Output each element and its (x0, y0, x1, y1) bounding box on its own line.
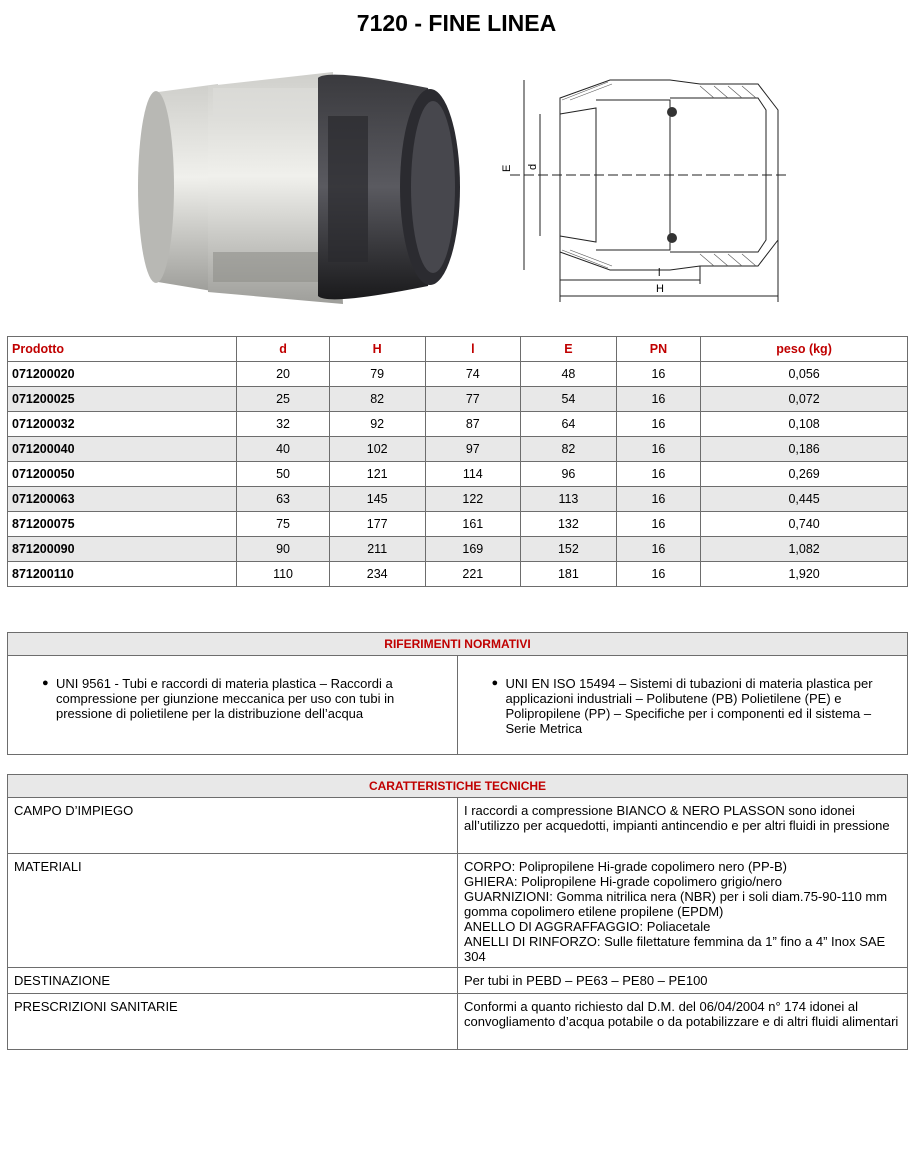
table-cell: 16 (616, 487, 700, 512)
normative-right-text: UNI EN ISO 15494 – Sistemi di tubazioni di materia plastica per applicazioni industriali – Polibutene (PB) Polietilene (PE) e Polipropilene (PP) – Specifiche per i componenti ed il sistema – Serie Metrica (505, 676, 873, 736)
product-code: 071200020 (8, 362, 237, 387)
table-cell: 79 (329, 362, 425, 387)
table-cell: 211 (329, 537, 425, 562)
product-code: 071200040 (8, 437, 237, 462)
table-cell: 77 (425, 387, 521, 412)
table-cell: 75 (237, 512, 330, 537)
destinazione-value: Per tubi in PEBD – PE63 – PE80 – PE100 (464, 973, 708, 988)
table-cell: 177 (329, 512, 425, 537)
table-cell: 96 (521, 462, 617, 487)
table-row (8, 537, 908, 562)
table-cell: 0,186 (701, 437, 908, 462)
table-cell: 25 (237, 387, 330, 412)
col-E: E (521, 337, 617, 362)
tech-row-materiali (8, 854, 907, 968)
product-table (7, 336, 908, 587)
normative-right (458, 656, 908, 754)
table-cell: 16 (616, 362, 700, 387)
table-cell: 50 (237, 462, 330, 487)
table-cell: 0,056 (701, 362, 908, 387)
table-cell: 0,108 (701, 412, 908, 437)
table-row (8, 412, 908, 437)
table-cell: 0,269 (701, 462, 908, 487)
table-cell: 132 (521, 512, 617, 537)
table-cell: 32 (237, 412, 330, 437)
table-cell: 0,072 (701, 387, 908, 412)
table-row (8, 562, 908, 587)
prescrizioni-label: PRESCRIZIONI SANITARIE (8, 994, 458, 1049)
campo-label: CAMPO D’IMPIEGO (8, 798, 458, 853)
section-drawing (500, 70, 790, 304)
table-cell: 40 (237, 437, 330, 462)
materiali-line: ANELLO DI AGGRAFFAGGIO: Poliacetale (464, 919, 711, 934)
table-cell: 1,920 (701, 562, 908, 587)
bullet-icon: ● (42, 677, 49, 689)
table-cell: 114 (425, 462, 521, 487)
table-cell: 102 (329, 437, 425, 462)
dim-H: H (656, 283, 664, 295)
col-H: H (329, 337, 425, 362)
col-PN: PN (616, 337, 700, 362)
table-cell: 20 (237, 362, 330, 387)
dim-l: l (658, 267, 661, 279)
tech-row-prescrizioni (8, 994, 907, 1049)
table-cell: 1,082 (701, 537, 908, 562)
table-row (8, 362, 908, 387)
product-code: 071200032 (8, 412, 237, 437)
table-cell: 74 (425, 362, 521, 387)
table-cell: 87 (425, 412, 521, 437)
bullet-icon: ● (491, 677, 499, 689)
table-cell: 0,740 (701, 512, 908, 537)
normative-left (8, 656, 458, 754)
table-cell: 181 (521, 562, 617, 587)
prescrizioni-value: Conformi a quanto richiesto dal D.M. del 06/04/2004 n° 174 idonei al convogliamento d’acqua potabile o da potabilizzare e di altri fluidi alimentari (464, 999, 899, 1029)
table-header-row (8, 337, 908, 362)
table-cell: 113 (521, 487, 617, 512)
table-row (8, 462, 908, 487)
table-row (8, 437, 908, 462)
table-cell: 0,445 (701, 487, 908, 512)
table-cell: 110 (237, 562, 330, 587)
table-cell: 121 (329, 462, 425, 487)
materiali-value (458, 854, 907, 967)
col-peso: peso (kg) (701, 337, 908, 362)
tech-header: CARATTERISTICHE TECNICHE (8, 775, 907, 798)
table-cell: 16 (616, 412, 700, 437)
table-cell: 145 (329, 487, 425, 512)
col-l: l (425, 337, 521, 362)
table-cell: 16 (616, 387, 700, 412)
product-code: 871200075 (8, 512, 237, 537)
tech-section (7, 774, 908, 1050)
product-photo (128, 70, 468, 306)
product-code: 871200090 (8, 537, 237, 562)
page-title: 7120 - FINE LINEA (356, 10, 557, 36)
product-code: 071200050 (8, 462, 237, 487)
normative-section (7, 632, 908, 755)
table-row (8, 387, 908, 412)
table-cell: 92 (329, 412, 425, 437)
tech-row-destinazione (8, 968, 907, 994)
table-cell: 82 (329, 387, 425, 412)
dim-d: d (527, 163, 539, 170)
col-d: d (237, 337, 330, 362)
table-cell: 16 (616, 562, 700, 587)
table-cell: 122 (425, 487, 521, 512)
col-prodotto: Prodotto (8, 337, 237, 362)
table-cell: 234 (329, 562, 425, 587)
destinazione-label: DESTINAZIONE (8, 968, 458, 993)
table-cell: 169 (425, 537, 521, 562)
product-code: 871200110 (8, 562, 237, 587)
normative-left-text: UNI 9561 - Tubi e raccordi di materia plastica – Raccordi a compressione per giunzione meccanica per uso con tubi in pressione di polietilene per la distribuzione dell’acqua (56, 676, 395, 721)
table-cell: 16 (616, 512, 700, 537)
product-code: 071200025 (8, 387, 237, 412)
table-row (8, 512, 908, 537)
campo-value: I raccordi a compressione BIANCO & NERO PLASSON sono idonei all’utilizzo per acquedotti, impianti antincendio e per altri fluidi in pressione (464, 803, 890, 833)
table-cell: 90 (237, 537, 330, 562)
table-row (8, 487, 908, 512)
table-cell: 54 (521, 387, 617, 412)
table-cell: 161 (425, 512, 521, 537)
tech-row-campo (8, 798, 907, 854)
product-code: 071200063 (8, 487, 237, 512)
materiali-line: GUARNIZIONI: Gomma nitrilica nera (NBR) per i soli diam.75-90-110 mm gomma copolimero etilene propilene (EPDM) (464, 889, 888, 919)
materiali-label: MATERIALI (8, 854, 458, 967)
table-cell: 16 (616, 537, 700, 562)
table-cell: 63 (237, 487, 330, 512)
table-cell: 64 (521, 412, 617, 437)
materiali-line: GHIERA: Polipropilene Hi-grade copolimero grigio/nero (464, 874, 782, 889)
table-cell: 16 (616, 462, 700, 487)
dim-E: E (501, 164, 513, 172)
materiali-line: ANELLI DI RINFORZO: Sulle filettature femmina da 1” fino a 4” Inox SAE 304 (464, 934, 886, 964)
table-cell: 97 (425, 437, 521, 462)
table-cell: 152 (521, 537, 617, 562)
materiali-line: CORPO: Polipropilene Hi-grade copolimero nero (PP-B) (464, 859, 787, 874)
table-cell: 48 (521, 362, 617, 387)
normative-header: RIFERIMENTI NORMATIVI (8, 633, 907, 656)
table-cell: 82 (521, 437, 617, 462)
table-cell: 221 (425, 562, 521, 587)
table-cell: 16 (616, 437, 700, 462)
